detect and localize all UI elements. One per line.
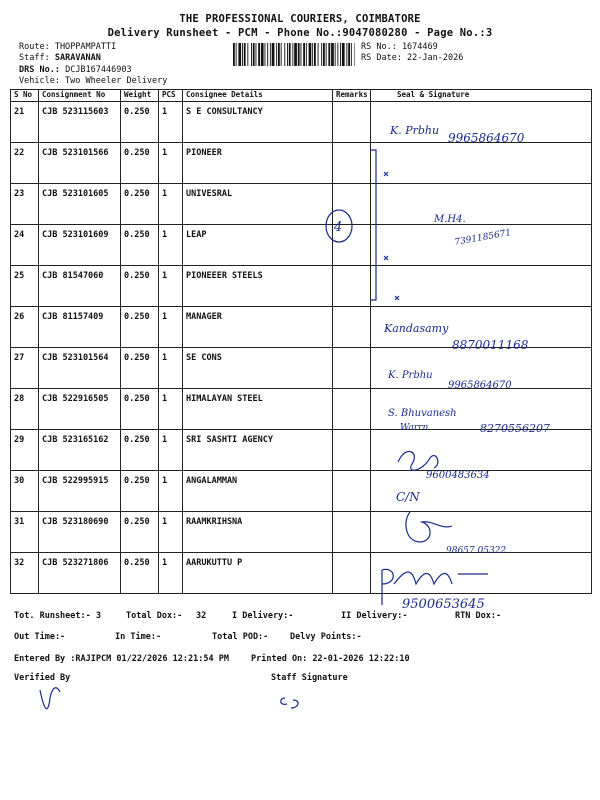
row28-sub: Warrn <box>400 423 429 433</box>
drs-line <box>19 65 132 75</box>
row32-phone: 9500653645 <box>402 597 485 612</box>
cell-consignment: CJB 81157409 <box>39 307 121 348</box>
total-dox-value: 32 <box>196 611 207 621</box>
col-seal-signature: Seal & Signature <box>371 90 592 102</box>
barcode-bar <box>309 43 312 66</box>
cell-weight: 0.250 <box>121 102 159 143</box>
barcode-bar <box>267 43 268 66</box>
cell-pcs: 1 <box>159 307 183 348</box>
barcode-bar <box>247 43 248 66</box>
cell-consignee: PIONEEER STEELS <box>183 266 333 307</box>
barcode-bar <box>318 43 319 66</box>
col-consignee: Consignee Details <box>183 90 333 102</box>
cell-remarks <box>333 471 371 512</box>
cell-seal-signature <box>371 512 592 553</box>
table-row <box>11 512 592 553</box>
barcode-bar <box>272 43 275 66</box>
cell-seal-signature <box>371 225 592 266</box>
rs-date: RS Date: 22-Jan-2026 <box>361 53 464 63</box>
cell-consignment: CJB 81547060 <box>39 266 121 307</box>
barcode-bar <box>261 43 264 66</box>
cell-weight: 0.250 <box>121 307 159 348</box>
barcode-bar <box>331 43 334 66</box>
row21-phone: 9965864670 <box>448 131 525 145</box>
row23-name: M.H4. <box>434 214 466 225</box>
table-row <box>11 102 592 143</box>
rtn-dox: RTN Dox:- <box>455 611 502 621</box>
row27-signature: K. Prbhu <box>388 370 433 381</box>
drs-label: DRS No.: <box>19 65 60 75</box>
cell-pcs: 1 <box>159 512 183 553</box>
barcode-bar <box>281 43 282 66</box>
barcode-bar <box>301 43 302 66</box>
barcode-bar <box>233 43 235 66</box>
cell-weight: 0.250 <box>121 553 159 594</box>
barcode-bar <box>284 43 285 66</box>
staff-label: Staff: <box>19 53 50 63</box>
cell-remarks <box>333 512 371 553</box>
cell-remarks <box>333 266 371 307</box>
cell-sno: 22 <box>11 143 39 184</box>
cell-weight: 0.250 <box>121 184 159 225</box>
cell-remarks <box>333 553 371 594</box>
staff-value: SARAVANAN <box>54 53 101 63</box>
out-time: Out Time:- <box>14 632 66 642</box>
row23-phone: 7391185671 <box>453 228 512 248</box>
cell-consignee: SE CONS <box>183 348 333 389</box>
barcode-bar <box>298 43 300 66</box>
barcode-bar <box>265 43 266 66</box>
row21-signature: K. Prbhu <box>390 124 440 137</box>
barcode-bar <box>278 43 280 66</box>
tot-runsheet: Tot. Runsheet:- 3 <box>14 611 101 621</box>
cell-consignee: MANAGER <box>183 307 333 348</box>
cell-sno: 21 <box>11 102 39 143</box>
barcode-bar <box>342 43 345 66</box>
cell-remarks <box>333 102 371 143</box>
cell-consignee: ANGALAMMAN <box>183 471 333 512</box>
cell-consignee: UNIVESRAL <box>183 184 333 225</box>
barcode-bar <box>323 43 325 66</box>
row30-note: C/N <box>396 490 420 504</box>
cell-remarks <box>333 430 371 471</box>
cell-seal-signature <box>371 266 592 307</box>
col-consignment: Consignment No <box>39 90 121 102</box>
cell-remarks <box>333 143 371 184</box>
barcode-bar <box>292 43 293 66</box>
total-dox-label: Total Dox:- <box>126 611 183 621</box>
barcode-bar <box>303 43 305 66</box>
table-row <box>11 143 592 184</box>
company-title: THE PROFESSIONAL COURIERS, COIMBATORE <box>179 13 421 25</box>
cell-pcs: 1 <box>159 184 183 225</box>
barcode-bar <box>337 43 338 66</box>
cell-consignee: RAAMKRIHSNA <box>183 512 333 553</box>
i-delivery: I Delivery:- <box>232 611 294 621</box>
table-row <box>11 389 592 430</box>
table-header-row <box>11 90 592 102</box>
cell-weight: 0.250 <box>121 266 159 307</box>
col-pcs: PCS <box>159 90 183 102</box>
row27-phone: 9965864670 <box>448 380 512 391</box>
cell-consignee: LEAP <box>183 225 333 266</box>
cell-weight: 0.250 <box>121 225 159 266</box>
cell-consignment: CJB 522916505 <box>39 389 121 430</box>
barcode-bar <box>312 43 313 66</box>
row28-name: S. Bhuvanesh <box>388 408 457 419</box>
entered-by: Entered By :RAJIPCM 01/22/2026 12:21:54 PM <box>14 654 229 664</box>
cell-weight: 0.250 <box>121 471 159 512</box>
barcode-bar <box>326 43 327 66</box>
barcode-bar <box>340 43 341 66</box>
cell-consignee: SRI SASHTI AGENCY <box>183 430 333 471</box>
cell-weight: 0.250 <box>121 143 159 184</box>
barcode-bar <box>294 43 297 66</box>
route-label: Route: THOPPAMPATTI <box>19 42 117 52</box>
cell-pcs: 1 <box>159 553 183 594</box>
row26-phone: 8870011168 <box>452 338 529 352</box>
runsheet-table <box>10 89 592 594</box>
runsheet-subtitle: Delivery Runsheet - PCM - Phone No.:9047080280 - Page No.:3 <box>107 27 493 39</box>
cell-sno: 27 <box>11 348 39 389</box>
cell-sno: 23 <box>11 184 39 225</box>
cell-weight: 0.250 <box>121 430 159 471</box>
barcode-bar <box>321 43 322 66</box>
col-sno: S No <box>11 90 39 102</box>
cell-seal-signature <box>371 553 592 594</box>
cell-seal-signature <box>371 471 592 512</box>
table-row <box>11 266 592 307</box>
cell-seal-signature <box>371 389 592 430</box>
barcode-bar <box>328 43 330 66</box>
barcode-bar <box>306 43 307 66</box>
drs-value: DCJB167446903 <box>65 65 132 75</box>
barcode-image <box>233 43 355 66</box>
table-row <box>11 184 592 225</box>
verified-by: Verified By <box>14 673 71 683</box>
cell-pcs: 1 <box>159 266 183 307</box>
cell-remarks <box>333 184 371 225</box>
cell-pcs: 1 <box>159 225 183 266</box>
barcode-bar <box>289 43 291 66</box>
vehicle-label: Vehicle: Two Wheeler Delivery <box>19 76 168 86</box>
cell-weight: 0.250 <box>121 348 159 389</box>
cell-remarks <box>333 389 371 430</box>
table-row <box>11 348 592 389</box>
row29-phone: 9600483634 <box>426 470 490 481</box>
table-row <box>11 225 592 266</box>
barcode-bar <box>242 43 243 66</box>
cell-weight: 0.250 <box>121 512 159 553</box>
cell-remarks <box>333 307 371 348</box>
cell-seal-signature <box>371 102 592 143</box>
barcode-bar <box>335 43 336 66</box>
cell-consignee: AARUKUTTU P <box>183 553 333 594</box>
cell-consignment: CJB 523180690 <box>39 512 121 553</box>
barcode-bar <box>236 43 237 66</box>
staff-signature: Staff Signature <box>271 673 348 683</box>
table-row <box>11 307 592 348</box>
cell-seal-signature <box>371 143 592 184</box>
cell-seal-signature <box>371 348 592 389</box>
cell-consignment: CJB 523101566 <box>39 143 121 184</box>
printed-on: Printed On: 22-01-2026 12:22:10 <box>251 654 410 664</box>
barcode-bar <box>256 43 257 66</box>
cell-sno: 24 <box>11 225 39 266</box>
cell-pcs: 1 <box>159 102 183 143</box>
cell-pcs: 1 <box>159 471 183 512</box>
cell-consignment: CJB 523165162 <box>39 430 121 471</box>
cell-seal-signature <box>371 184 592 225</box>
cell-consignee: HIMALAYAN STEEL <box>183 389 333 430</box>
barcode-bar <box>287 43 288 66</box>
barcode-bar <box>253 43 255 66</box>
barcode-bar <box>244 43 246 66</box>
barcode-bar <box>314 43 316 66</box>
verified-scribble <box>40 688 60 709</box>
delvy-points: Delvy Points:- <box>290 632 362 642</box>
staff-sign-scribble <box>281 698 298 708</box>
cell-sno: 26 <box>11 307 39 348</box>
cell-pcs: 1 <box>159 143 183 184</box>
cell-sno: 25 <box>11 266 39 307</box>
cell-pcs: 1 <box>159 389 183 430</box>
ii-delivery: II Delivery:- <box>341 611 408 621</box>
cell-consignee: PIONEER <box>183 143 333 184</box>
table-row <box>11 430 592 471</box>
barcode-bar <box>270 43 271 66</box>
cell-pcs: 1 <box>159 430 183 471</box>
row31-phone: 98657 05322 <box>446 546 507 556</box>
cell-consignment: CJB 522995915 <box>39 471 121 512</box>
cell-sno: 30 <box>11 471 39 512</box>
barcode-bar <box>346 43 347 66</box>
cell-consignment: CJB 523115603 <box>39 102 121 143</box>
cell-sno: 28 <box>11 389 39 430</box>
col-remarks: Remarks <box>333 90 371 102</box>
cell-remarks <box>333 348 371 389</box>
cell-sno: 31 <box>11 512 39 553</box>
barcode-bar <box>355 43 356 66</box>
cell-consignee: S E CONSULTANCY <box>183 102 333 143</box>
cell-sno: 29 <box>11 430 39 471</box>
cell-weight: 0.250 <box>121 389 159 430</box>
row26-name: Kandasamy <box>384 322 449 335</box>
cell-seal-signature <box>371 430 592 471</box>
row28-phone: 8270556207 <box>480 422 550 435</box>
cell-seal-signature <box>371 307 592 348</box>
circled-count: 4 <box>334 220 343 235</box>
barcode-bar <box>258 43 260 66</box>
total-pod: Total POD:- <box>212 632 269 642</box>
cell-consignment: CJB 523271806 <box>39 553 121 594</box>
cell-consignment: CJB 523101605 <box>39 184 121 225</box>
table-row <box>11 553 592 594</box>
cell-remarks <box>333 225 371 266</box>
table-row <box>11 471 592 512</box>
cell-consignment: CJB 523101609 <box>39 225 121 266</box>
barcode-bar <box>238 43 241 66</box>
col-weight: Weight <box>121 90 159 102</box>
barcode-bar <box>251 43 252 66</box>
barcode-bar <box>348 43 350 66</box>
cell-pcs: 1 <box>159 348 183 389</box>
in-time: In Time:- <box>115 632 162 642</box>
cell-consignment: CJB 523101564 <box>39 348 121 389</box>
barcode-bar <box>276 43 277 66</box>
cell-sno: 32 <box>11 553 39 594</box>
barcode-bar <box>351 43 352 66</box>
rs-number: RS No.: 1674469 <box>361 42 438 52</box>
staff-line <box>19 53 101 63</box>
